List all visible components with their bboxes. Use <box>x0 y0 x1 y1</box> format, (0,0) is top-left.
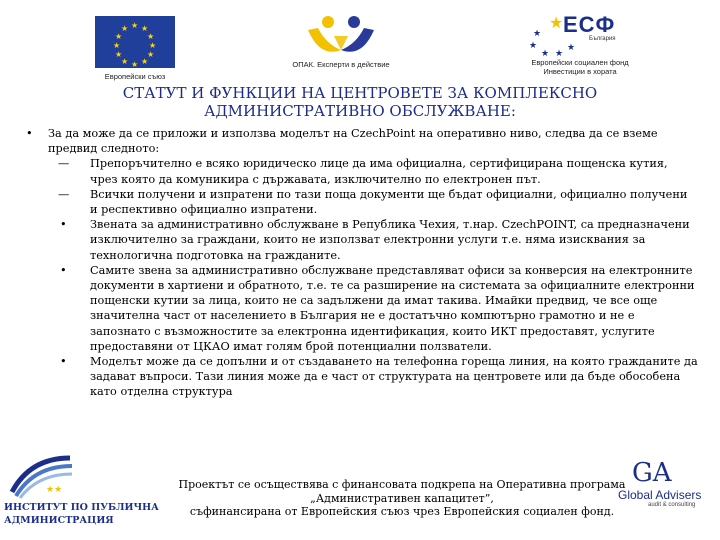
dash-marker: — <box>58 157 70 171</box>
opak-logo-caption: ОПАК. Експерти в действие <box>292 60 390 69</box>
funding-line1: Проектът се осъществява с финансовата подкрепа на Оперативна програма <box>178 478 626 491</box>
slide-title <box>60 84 660 120</box>
esf-caption-line1: Европейски социален фонд <box>531 58 629 67</box>
opak-logo <box>286 14 396 69</box>
ga-tagline: audit & consulting <box>648 502 696 508</box>
title-line2: АДМИНИСТРАТИВНО ОБСЛУЖВАНЕ: <box>204 102 516 120</box>
bullet-marker: • <box>26 127 33 140</box>
esf-logo <box>505 10 655 76</box>
bullet-marker: • <box>60 263 67 277</box>
opak-figures-icon <box>304 14 378 58</box>
svg-text:★: ★ <box>567 43 576 53</box>
ga-monogram: GA <box>632 458 672 488</box>
svg-text:★: ★ <box>541 49 550 58</box>
list-item-text: Самите звена за административно обслужване представляват офиси за конверсия на електронните документи в хартиени и обратното, т.е. те са разширение на системата за официалните електронни пощенски кутии за лица, които не са задължени да имат такива. Имайки предвид, че все още значителна част от населението в България не е достатъчно компютърно грамотно и не е запознато с възможностите за електронна идентификация, които ИКТ предоставят, услугите предоставяни от ЦКАО имат голям брой потенциални ползватели. <box>90 263 695 353</box>
esf-caption-line2: Инвестиции в хората <box>543 67 617 76</box>
list-item <box>22 354 698 400</box>
list-item <box>22 187 698 217</box>
list-item-text: Препоръчително е всяко юридическо лице да има официална, сертифицирана пощенска кутия, чрез която да комуникира с държавата, изключително по електронен път. <box>90 157 668 186</box>
list-item-text: Звената за административно обслужване в Република Чехия, т.нар. CzechPOINT, са предназначени изключително за граждани, които не използват електронни услуги т.е. няма изисквания за технологична подготовка на гражданите. <box>90 218 690 262</box>
global-advisers-logo <box>618 460 718 508</box>
eu-flag-icon: ★ ★ ★ ★ ★ ★ ★ ★ ★ ★ ★ ★ <box>95 16 175 68</box>
ipa-caption <box>4 501 159 527</box>
svg-text:★★: ★★ <box>46 485 63 495</box>
ipa-caption-line2: АДМИНИСТРАЦИЯ <box>4 515 114 526</box>
funding-note <box>152 478 652 519</box>
funding-line2: „Административен капацитет”, <box>310 491 494 505</box>
title-line1: СТАТУТ И ФУНКЦИИ НА ЦЕНТРОВЕТЕ ЗА КОМПЛЕКСНО <box>122 84 598 102</box>
esf-country: България <box>589 36 616 42</box>
list-item <box>22 263 698 354</box>
esf-mark-text: ЕСФ <box>563 12 616 37</box>
ga-company-name: Global Advisers <box>618 488 702 502</box>
eu-logo <box>95 16 175 81</box>
dash-marker: — <box>58 187 70 201</box>
intro-paragraph <box>22 126 698 156</box>
list-item-text: Моделът може да се допълни и от създаването на телефонна гореща линия, на която гражданите да задават въпроси. Тази линия може да е част от структурата на центровете или да бъде обособена като отделна структура <box>90 355 698 399</box>
funding-line3: съфинансирана от Европейския съюз чрез Европейския социален фонд. <box>189 505 615 518</box>
svg-text:★: ★ <box>533 29 542 39</box>
svg-text:★: ★ <box>549 13 564 32</box>
eu-logo-caption: Европейски съюз <box>104 72 166 81</box>
list-item-text: Всички получени и изпратени по тази поща документи ще бъдат официални, официално получени и респективно официално изпратени. <box>90 187 688 217</box>
svg-text:★: ★ <box>555 49 564 58</box>
ipa-logo <box>6 452 78 504</box>
svg-text:★: ★ <box>529 41 538 51</box>
intro-text: За да може да се приложи и използва моделът на CzechPoint на оперативно ниво, следва да се вземе предвид следното: <box>48 127 658 156</box>
list-item <box>22 156 698 186</box>
ipa-emblem-icon <box>6 452 76 500</box>
list-item <box>22 217 698 263</box>
slide-content <box>22 126 698 400</box>
bullet-marker: • <box>60 218 67 232</box>
ipa-caption-line1: ИНСТИТУТ ПО ПУБЛИЧНА <box>4 502 159 513</box>
bullet-marker: • <box>60 355 67 369</box>
